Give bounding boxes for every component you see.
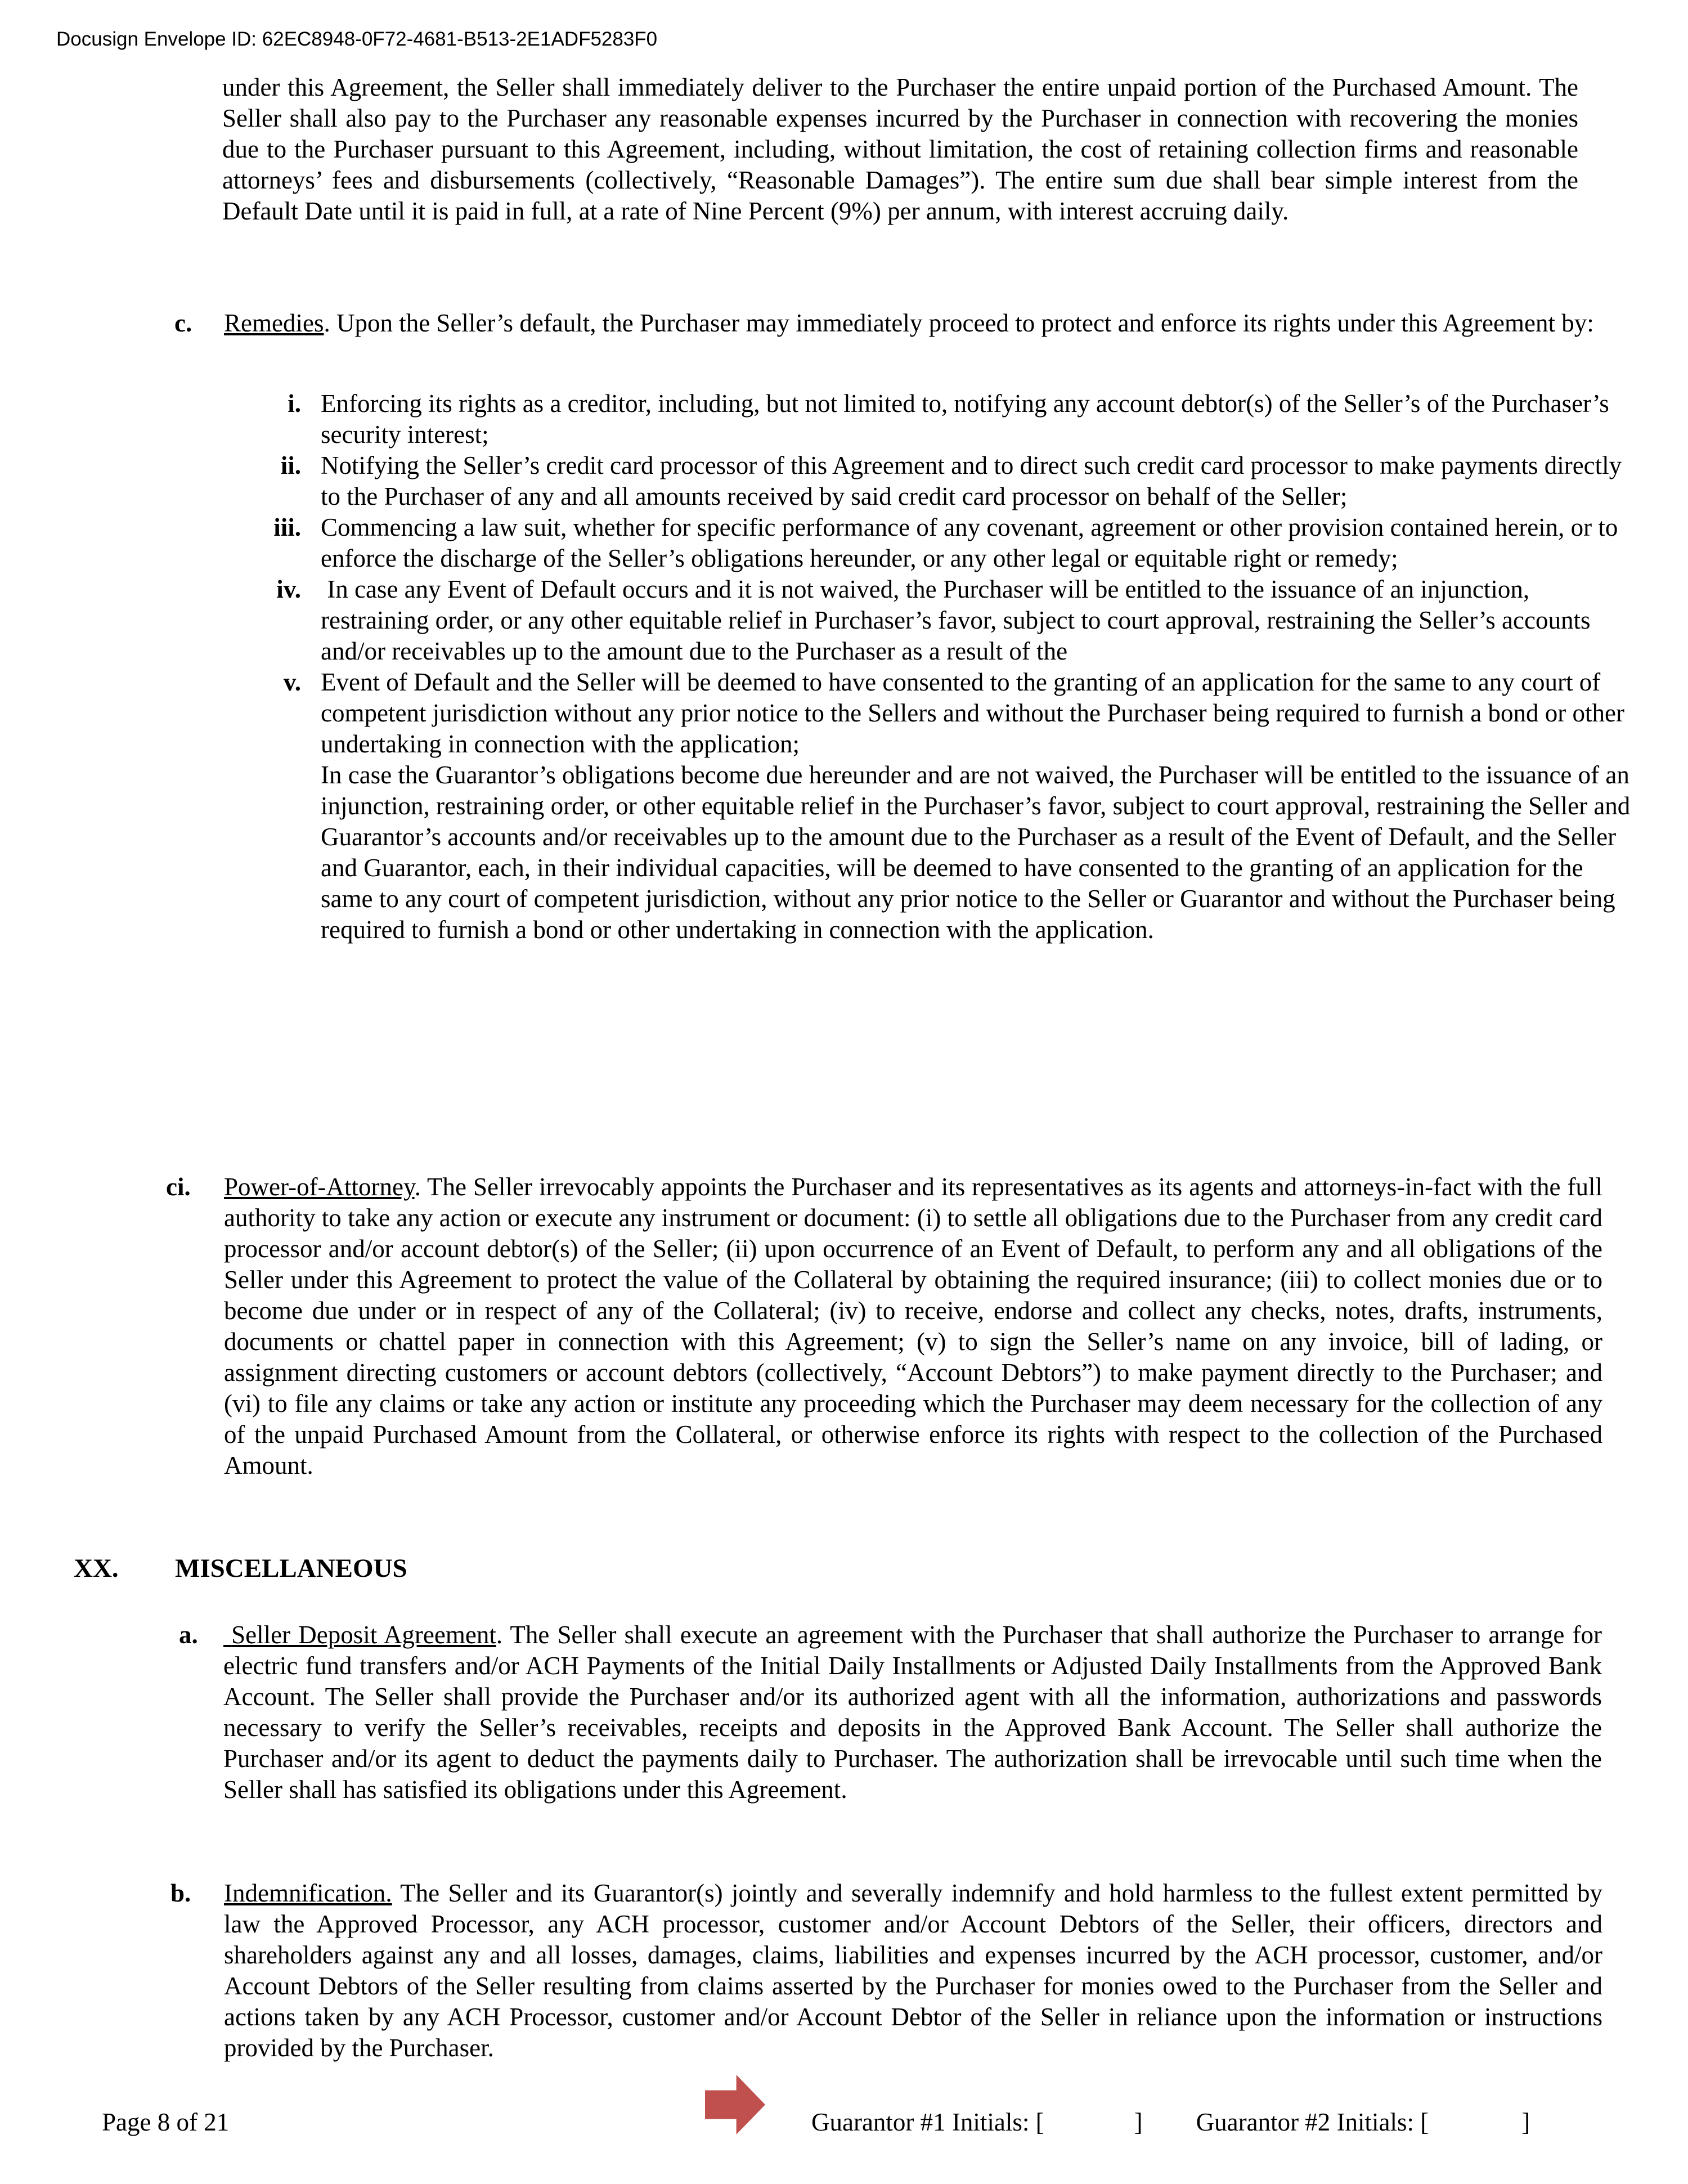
page-number: Page 8 of 21 bbox=[102, 2108, 230, 2136]
item-number: ii. bbox=[280, 451, 301, 479]
power-of-attorney-heading: Power-of-Attorney bbox=[224, 1173, 415, 1201]
item-text: Event of Default and the Seller will be deemed to have consented to the granting of an application for the same to any court of competent jurisdiction without any prior notice to the Sellers and without the Purchaser being required to furnish a bond or other undertaking in connection with the application; bbox=[321, 668, 1631, 758]
item-text: Commencing a law suit, whether for specific performance of any covenant, agreement or other provision contained herein, or to enforce the discharge of the Seller’s obligations hereunder, or any other legal or equitable right or remedy; bbox=[321, 513, 1624, 572]
guarantor-initials-row bbox=[811, 2107, 1530, 2138]
seller-deposit-heading: Seller Deposit Agreement bbox=[223, 1621, 496, 1649]
seller-deposit-text: . The Seller shall execute an agreement with the Purchaser that shall authorize the Purchaser to arrange for electric fund transfers and/or ACH Payments of the Initial Daily Installments or Adjusted Daily Installments from the Approved Bank Account. The Seller shall provide the Purchaser and/or its authorized agent with all the information, authorizations and passwords necessary to verify the Seller’s receivables, receipts and deposits in the Approved Bank Account. The Seller shall authorize the Purchaser and/or its agent to deduct the payments daily to Purchaser. The authorization shall be irrevocable until such time when the Seller shall has satisfied its obligations under this Agreement. bbox=[223, 1621, 1609, 1804]
power-of-attorney-label: ci. bbox=[166, 1173, 191, 1201]
miscellaneous-number: XX. bbox=[74, 1554, 119, 1583]
remedies-label: c. bbox=[174, 309, 192, 337]
item-number: i. bbox=[288, 389, 301, 418]
item-text: Notifying the Seller’s credit card processor of this Agreement and to direct such credit card processor to make payments directly to the Purchaser of any and all amounts received by said credit card processor on behalf of the Seller; bbox=[321, 451, 1628, 510]
guarantor2-initials-label: Guarantor #2 Initials: [ bbox=[1196, 2108, 1429, 2136]
indemnification-text: The Seller and its Guarantor(s) jointly and severally indemnify and hold harmless to the fullest extent permitted by law the Approved Processor, any ACH processor, customer and/or Account Debtors of the Seller, their officers, directors and shareholders against any and all losses, damages, claims, liabilities and expenses incurred by the ACH processor, customer, and/or Account Debtors of the Seller resulting from claims asserted by the Purchaser for monies owed to the Purchaser from the Seller and actions taken by any ACH Processor, customer and/or Account Debtor of the Seller in reliance upon the information or instructions provided by the Purchaser. bbox=[224, 1879, 1609, 2062]
remedies-text: . Upon the Seller’s default, the Purchaser may immediately proceed to protect and enforce its rights under this Agreement by: bbox=[324, 309, 1594, 337]
docusign-envelope-id: Docusign Envelope ID: 62EC8948-0F72-4681-B513-2E1ADF5283F0 bbox=[56, 28, 658, 50]
remedies-list bbox=[273, 388, 1637, 945]
item-number: v. bbox=[283, 668, 301, 696]
miscellaneous-title: MISCELLANEOUS bbox=[175, 1554, 407, 1583]
remedies-item-i bbox=[288, 388, 1637, 450]
guarantor1-bracket-close: ] bbox=[1134, 2108, 1143, 2136]
initials-pointer-arrow-icon bbox=[705, 2075, 765, 2134]
indemnification-heading: Indemnification. bbox=[224, 1879, 392, 1907]
remedies-heading: Remedies bbox=[224, 309, 324, 337]
indemnification-section bbox=[170, 1878, 1609, 2064]
indemnification-label: b. bbox=[170, 1879, 191, 1907]
seller-deposit-agreement-section bbox=[179, 1620, 1609, 1805]
seller-deposit-label: a. bbox=[179, 1621, 198, 1649]
power-of-attorney-section bbox=[166, 1172, 1609, 1481]
remedies-item-v bbox=[283, 667, 1637, 945]
item-text: In case any Event of Default occurs and it is not waived, the Purchaser will be entitled to the issuance of an injunction, restraining order, or any other equitable relief in Purchaser’s favor, subject to court approval, restraining the Seller’s accounts and/or receivables up to the amount due to the Purchaser as a result of the bbox=[321, 575, 1597, 665]
item-number: iv. bbox=[276, 575, 301, 603]
power-of-attorney-text: . The Seller irrevocably appoints the Purchaser and its representatives as its agents and attorneys-in-fact with the full authority to take any action or execute any instrument or document: (i) to settle all obligations due to the Purchaser from any credit card processor and/or account debtor(s) of the Seller; (ii) upon occurrence of an Event of Default, to perform any and all obligations of the Seller under this Agreement to protect the value of the Collateral by obtaining the required insurance; (iii) to collect monies due or to become due under or in respect of any of the Collateral; (iv) to receive, endorse and collect any checks, notes, drafts, instruments, documents or chattel paper in connection with this Agreement; (v) to sign the Seller’s name on any invoice, bill of lading, or assignment directing customers or account debtors (collectively, “Account Debtors”) to make payment directly to the Purchaser; and (vi) to file any claims or take any action or institute any proceeding which the Purchaser may deem necessary for the collection of any of the unpaid Purchased Amount from the Collateral, or otherwise enforce its rights with respect to the collection of the Purchased Amount. bbox=[224, 1173, 1609, 1479]
item-text-continued: In case the Guarantor’s obligations become due hereunder and are not waived, the Purchaser will be entitled to the issuance of an injunction, restraining order, or other equitable relief in the Purchaser’s favor, subject to court approval, restraining the Seller and Guarantor’s accounts and/or receivables up to the amount due to the Purchaser as a result of the Event of Default, and the Seller and Guarantor, each, in their individual capacities, will be deemed to have consented to the granting of an application for the same to any court of competent jurisdiction, without any prior notice to the Seller or Guarantor and without the Purchaser being required to furnish a bond or other undertaking in connection with the application. bbox=[321, 761, 1637, 944]
remedies-item-iv bbox=[276, 574, 1637, 667]
item-text: Enforcing its rights as a creditor, including, but not limited to, notifying any account debtor(s) of the Seller’s of the Purchaser’s security interest; bbox=[321, 389, 1616, 449]
remedies-item-ii bbox=[280, 450, 1637, 512]
remedies-item-iii bbox=[273, 512, 1637, 574]
remedies-section bbox=[174, 308, 1602, 339]
guarantor1-initials-label: Guarantor #1 Initials: [ bbox=[811, 2108, 1044, 2136]
intro-paragraph bbox=[222, 72, 1585, 227]
guarantor2-bracket-close: ] bbox=[1521, 2108, 1530, 2136]
item-number: iii. bbox=[273, 513, 301, 541]
intro-paragraph-text: under this Agreement, the Seller shall immediately deliver to the Purchaser the entire unpaid portion of the Purchased Amount. The Seller shall also pay to the Purchaser any reasonable expenses incurred by the Purchaser in connection with recovering the monies due to the Purchaser pursuant to this Agreement, including, without limitation, the cost of retaining collection firms and reasonable attorneys’ fees and disbursements (collectively, “Reasonable Damages”). The entire sum due shall bear simple interest from the Default Date until it is paid in full, at a rate of Nine Percent (9%) per annum, with interest accruing daily. bbox=[222, 73, 1585, 225]
